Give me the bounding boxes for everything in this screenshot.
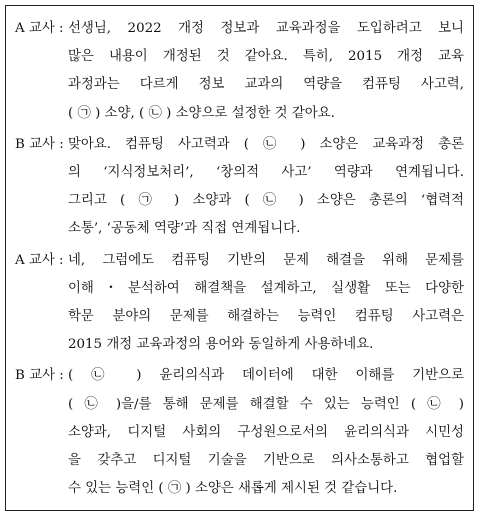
utterance-text: ( ㉡ )을/를 통해 문제를 해결할 수 있는 능력인 ( ㉡ ) [68, 396, 464, 412]
utterance-text: ( ㉠ ) 소양, ( ㉡ ) 소양으로 설정한 것 같아요. [68, 105, 335, 121]
utterance-text: 2015 개정 교육과정의 용어와 동일하게 사용하네요. [68, 337, 374, 353]
utterance-text: 이해・분석하여 해결책을 설계하고, 실생활 또는 다양한 [68, 280, 464, 296]
speaker-label: B 교사 : [15, 136, 64, 152]
speaker-label: B 교사 : [15, 368, 64, 384]
utterance-text: 소통’, ‘공동체 역량’과 직접 연계됩니다. [68, 221, 301, 237]
utterance-text: 네, 그럼에도 컴퓨팅 기반의 문제 해결을 위해 문제를 [68, 252, 464, 268]
speaker-label: A 교사 : [15, 21, 64, 36]
utterance-text: 많은 내용이 개정된 것 같아요. 특히, 2015 개정 교육 [68, 49, 464, 65]
utterance-text: ( ㉡ ) 윤리의식과 데이터에 대한 이해를 기반으로 [68, 368, 464, 384]
utterance-text: 학문 분야의 문제를 해결하는 능력인 컴퓨팅 사고력은 [68, 309, 464, 324]
utterance-text: 과정과는 다르게 정보 교과의 역량을 컴퓨팅 사고력, [68, 77, 464, 93]
utterance-text: 맞아요. 컴퓨팅 사고력과 ( ㉡ ) 소양은 교육과정 총론 [68, 136, 464, 152]
utterance-text: 선생님, 2022 개정 정보과 교육과정을 도입하려고 보니 [68, 21, 464, 36]
utterance-text: 그리고 ( ㉠ ) 소양과 ( ㉡ ) 소양은 총론의 ‘협력적 [68, 193, 464, 209]
utterance-text: 소양과, 디지털 사회의 구성원으로서의 윤리의식과 시민성 [68, 424, 464, 440]
dialogue-box [5, 5, 474, 511]
utterance-text: 수 있는 능력인 ( ㉠ ) 소양은 새롭게 제시된 것 같습니다. [68, 481, 398, 497]
speaker-label: A 교사 : [15, 252, 64, 268]
utterance-text: 을 갖추고 디지털 기술을 기반으로 의사소통하고 협업할 [68, 453, 464, 468]
utterance-text: 의 ‘지식정보처리’, ‘창의적 사고’ 역량과 연계됩니다. [68, 165, 464, 180]
